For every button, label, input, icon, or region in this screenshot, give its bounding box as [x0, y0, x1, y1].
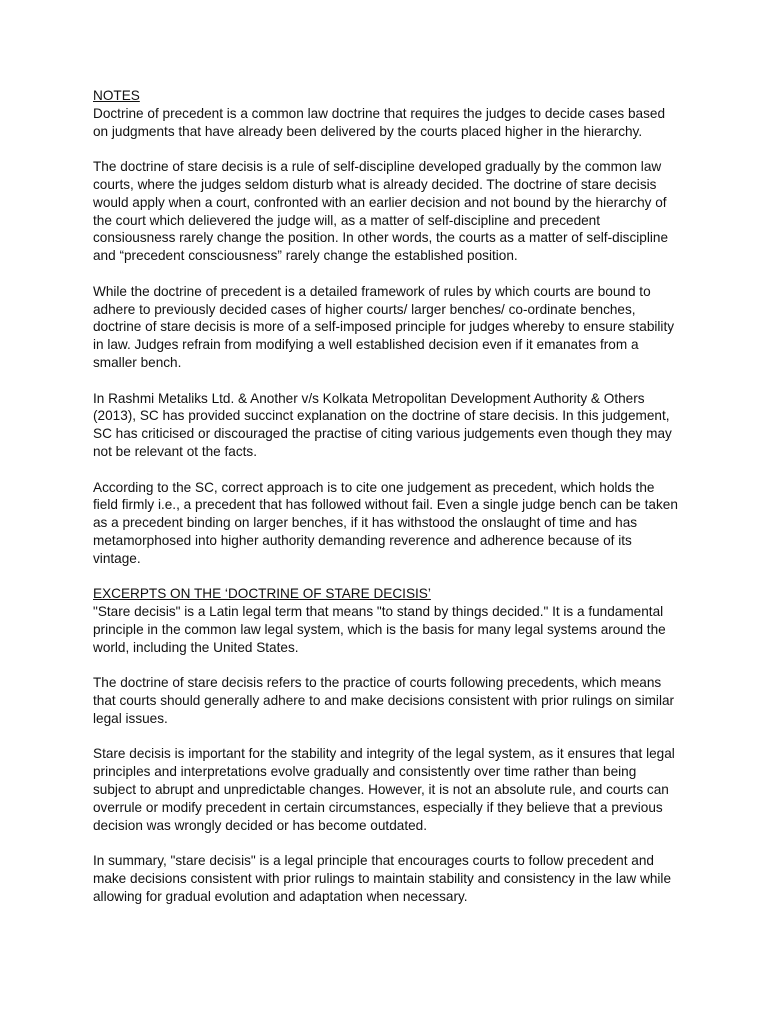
notes-heading: NOTES — [93, 88, 140, 103]
notes-paragraph: Doctrine of precedent is a common law doctrine that requires the judges to decide cases based on judgments that have already been delivered by the courts placed higher in the hierarchy. — [93, 105, 666, 139]
notes-paragraph: The doctrine of stare decisis is a rule of self-discipline developed gradually by the common law courts, where the judges seldom disturb what is already decided. The doctrine of stare decisis would apply when a court, confronted with an earlier decision and not bound by the hierarchy of the court which delievered the judge will, as a matter of self-discipline and precedent consiousness rarely change the position. In other words, the courts as a matter of self-discipline and “precedent consciousness” rarely change the established position. — [93, 159, 669, 264]
excerpts-paragraph: "Stare decisis" is a Latin legal term that means "to stand by things decided." It is a fundamental principle in the common law legal system, which is the basis for many legal systems around the world, including the United States. — [93, 604, 666, 655]
excerpts-paragraph: Stare decisis is important for the stability and integrity of the legal system, as it ensures that legal principles and interpretations evolve gradually and consistently over time rather than being subject to abrupt and unpredictable changes. However, it is not an absolute rule, and courts can overrule or modify precedent in certain circumstances, especially if they believe that a previous decision was wrongly decided or has become outdated. — [93, 746, 675, 833]
document-body — [93, 87, 683, 923]
notes-paragraph: In Rashmi Metaliks Ltd. & Another v/s Kolkata Metropolitan Development Authority & Others (2013), SC has provided succinct explanation on the doctrine of stare decisis. In this judgement, SC has criticised or discouraged the practise of citing various judgements even though they may not be relevant ot the facts. — [93, 390, 672, 459]
notes-paragraph: According to the SC, correct approach is to cite one judgement as precedent, which holds the field firmly i.e., a precedent that has followed without fail. Even a single judge bench can be taken as a precedent binding on larger benches, if it has withstood the onslaught of time and has metamorphosed into higher authority demanding reverence and adherence because of its vintage. — [93, 479, 678, 566]
excerpts-paragraph: The doctrine of stare decisis refers to the practice of courts following precedents, which means that courts should generally adhere to and make decisions consistent with prior rulings on similar legal issues. — [93, 675, 675, 726]
notes-paragraph: While the doctrine of precedent is a detailed framework of rules by which courts are bound to adhere to previously decided cases of higher courts/ larger benches/ co-ordinate benches, doctrine of stare decisis is more of a self-imposed principle for judges whereby to ensure stability in law. Judges refrain from modifying a well established decision even if it emanates from a smaller bench. — [93, 283, 675, 370]
excerpts-paragraph: In summary, "stare decisis" is a legal principle that encourages courts to follow precedent and make decisions consistent with prior rulings to maintain stability and consistency in the law while allowing for gradual evolution and adaptation when necessary. — [93, 853, 672, 904]
excerpts-heading: EXCERPTS ON THE ‘DOCTRINE OF STARE DECISIS’ — [93, 586, 431, 602]
